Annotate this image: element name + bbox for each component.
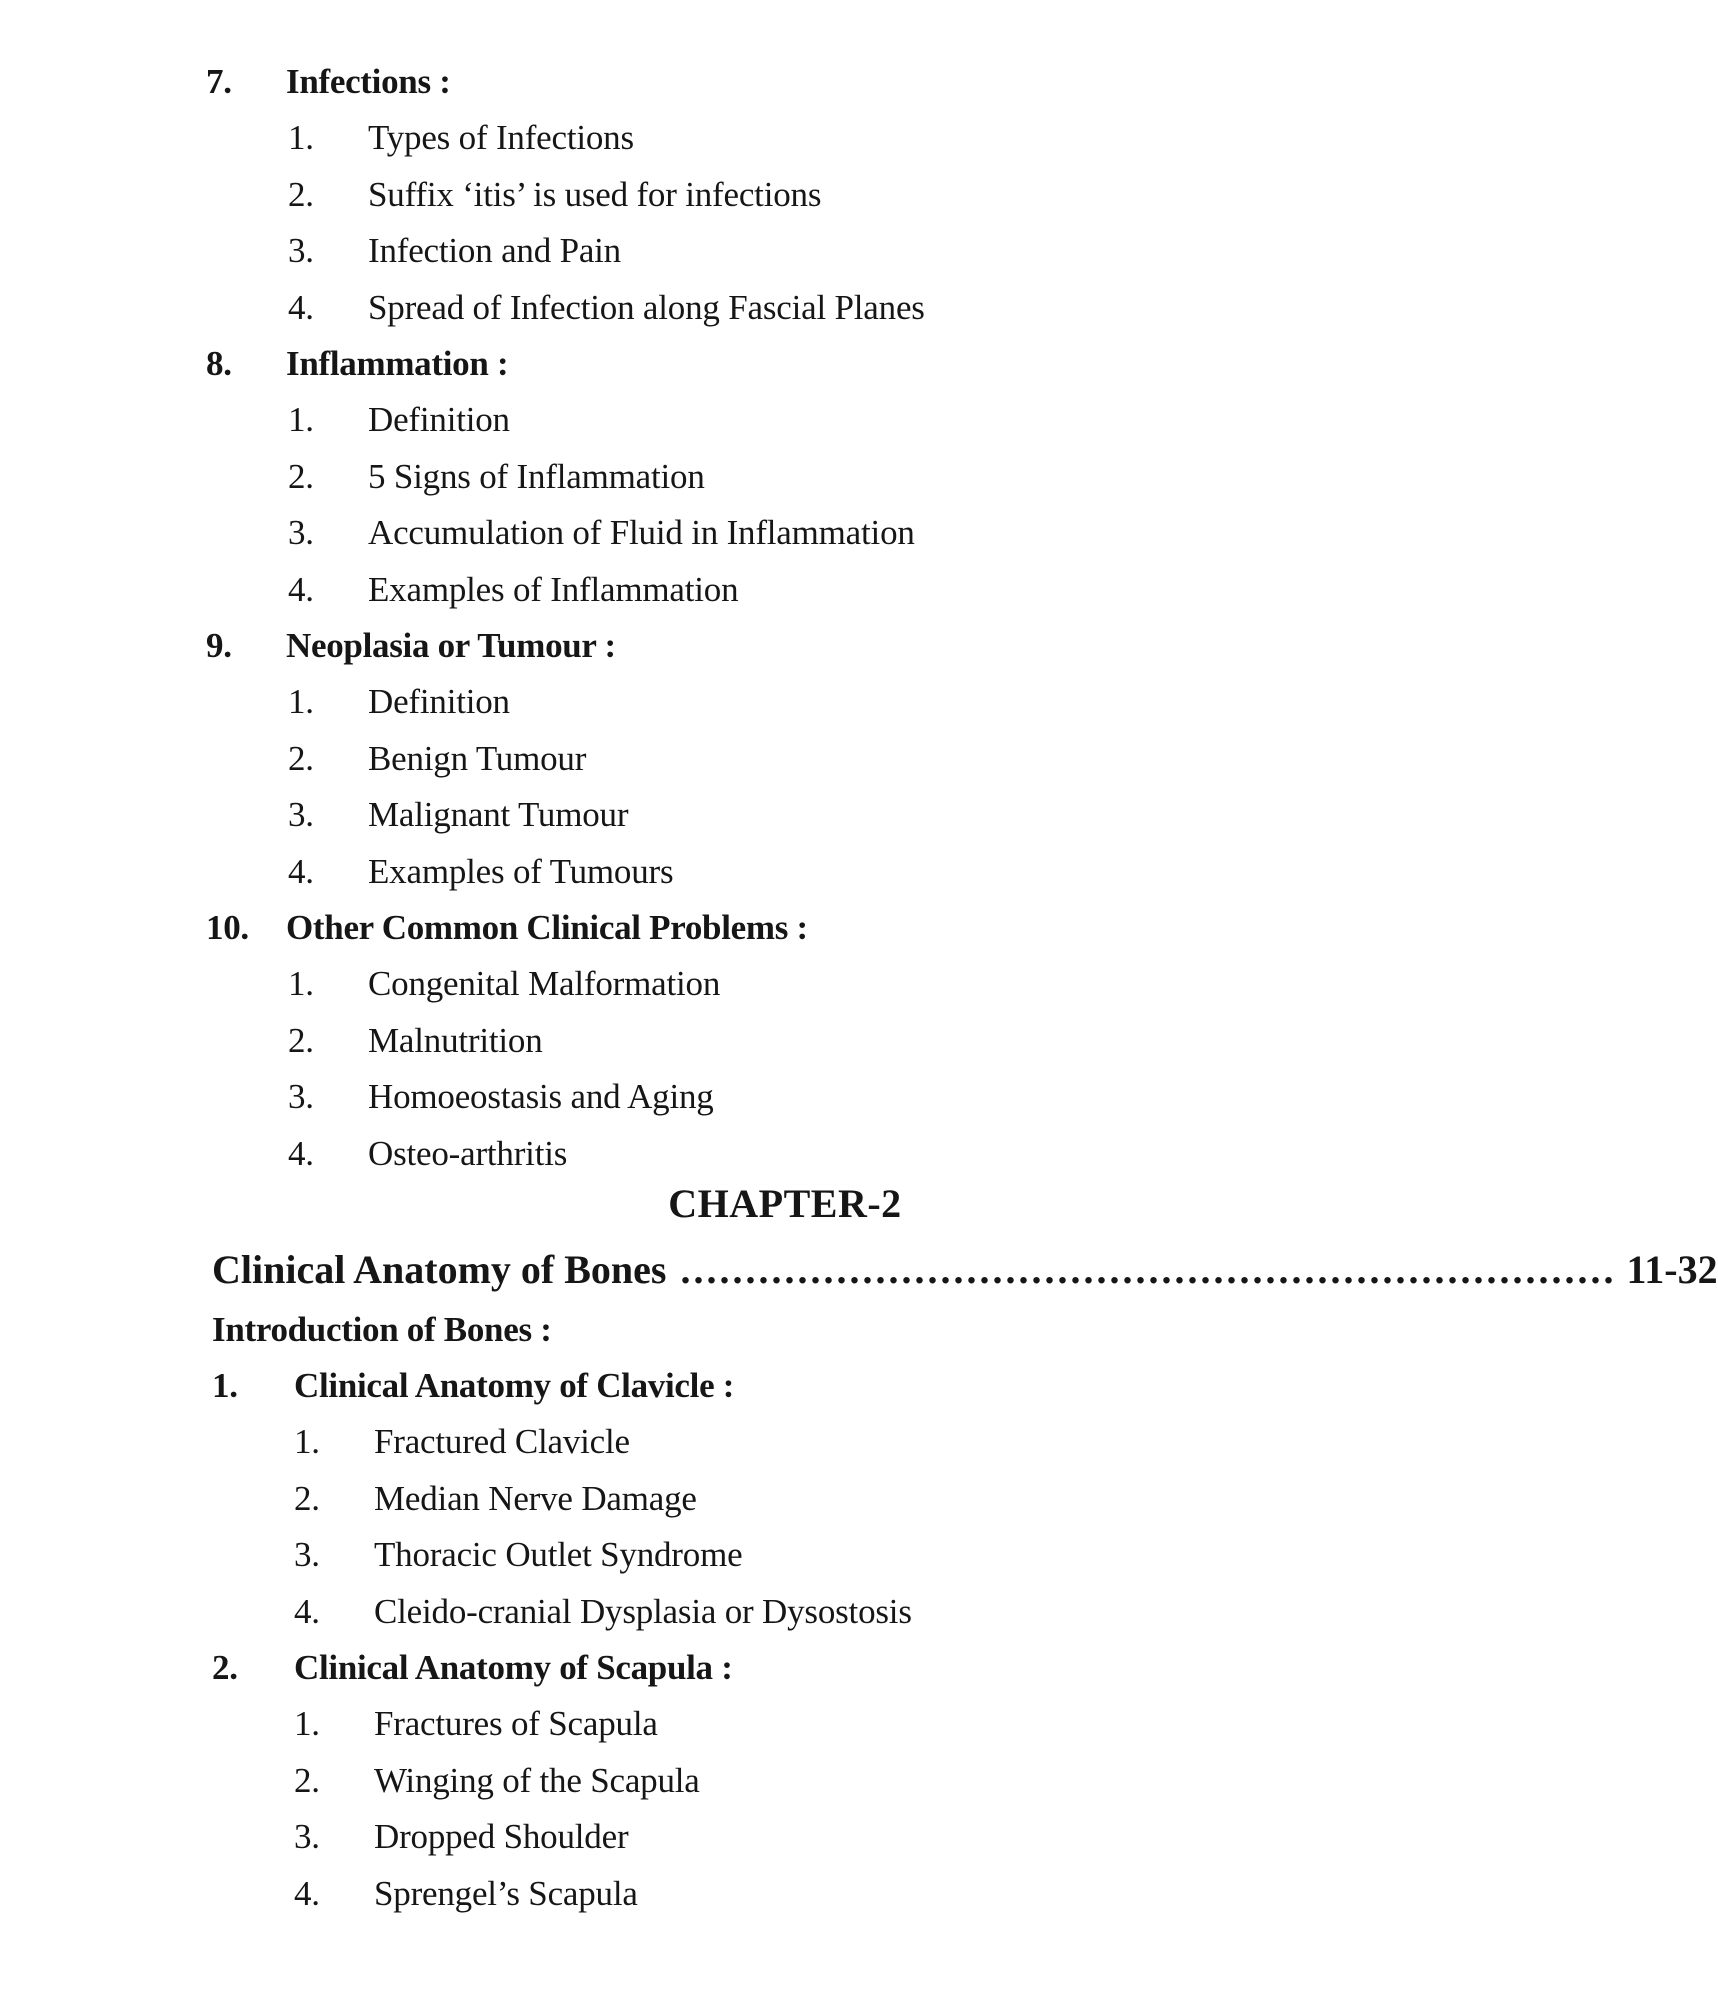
list-item (0, 1811, 1500, 1863)
list-item (0, 676, 1500, 728)
list-item-text: Osteo-arthritis (368, 1133, 568, 1173)
list-item (0, 1015, 1500, 1067)
list-item-number: 3. (294, 1817, 320, 1857)
list-item-number: 4. (294, 1873, 320, 1913)
list-item (0, 564, 1500, 616)
list-item (0, 1473, 1500, 1525)
list-item-text: Median Nerve Damage (374, 1478, 697, 1518)
list-item-number: 1. (294, 1704, 320, 1744)
list-item (0, 1416, 1500, 1468)
list-item-text: Malignant Tumour (368, 795, 629, 835)
list-item (0, 507, 1500, 559)
section-title: Neoplasia or Tumour : (286, 626, 616, 665)
section-title: Infections : (286, 62, 451, 101)
list-item-number: 1. (288, 400, 314, 440)
section-title: Other Common Clinical Problems : (286, 908, 808, 947)
list-item-text: 5 Signs of Inflammation (368, 456, 705, 496)
section-heading (0, 1642, 1500, 1694)
section-number: 8. (206, 344, 232, 383)
list-item-number: 4. (288, 1133, 314, 1173)
section-number: 7. (206, 62, 232, 101)
list-item-number: 2. (288, 174, 314, 214)
list-item-number: 1. (288, 118, 314, 158)
list-item-text: Congenital Malformation (368, 964, 721, 1004)
chapter-heading (212, 1240, 1718, 1300)
list-item (0, 169, 1500, 221)
list-item-text: Infection and Pain (368, 231, 621, 271)
list-item-number: 2. (288, 456, 314, 496)
list-item-number: 4. (288, 851, 314, 891)
list-item-number: 4. (294, 1591, 320, 1631)
section-title: Clinical Anatomy of Scapula : (294, 1648, 733, 1687)
section-heading (0, 1360, 1500, 1412)
list-item (0, 225, 1500, 277)
list-item (0, 789, 1500, 841)
section-number: 9. (206, 626, 232, 665)
section-heading (0, 338, 1500, 390)
intro-heading: Introduction of Bones : (212, 1310, 552, 1349)
chapter-page-range: 11-32 (1626, 1247, 1718, 1292)
list-item (0, 282, 1500, 334)
list-item (0, 1128, 1500, 1180)
list-item-number: 3. (288, 795, 314, 835)
section-number: 1. (212, 1366, 238, 1405)
list-item-text: Suffix ‘itis’ is used for infections (368, 174, 822, 214)
list-item (0, 1586, 1500, 1638)
list-item-number: 2. (294, 1760, 320, 1800)
list-item-text: Examples of Inflammation (368, 569, 739, 609)
list-item-number: 2. (288, 1020, 314, 1060)
list-item-number: 4. (288, 287, 314, 327)
list-item-number: 3. (288, 231, 314, 271)
list-item-text: Sprengel’s Scapula (374, 1873, 638, 1913)
list-item-text: Types of Infections (368, 118, 634, 158)
list-item (0, 958, 1500, 1010)
list-item-text: Spread of Infection along Fascial Planes (368, 287, 925, 327)
list-item-number: 3. (288, 1077, 314, 1117)
list-item-text: Dropped Shoulder (374, 1817, 629, 1857)
chapter-label: CHAPTER-2 (668, 1181, 902, 1226)
list-item-text: Benign Tumour (368, 738, 587, 778)
list-item-text: Accumulation of Fluid in Inflammation (368, 513, 915, 553)
list-item-number: 1. (288, 964, 314, 1004)
list-item (0, 1755, 1500, 1807)
section-heading (0, 56, 1500, 108)
list-item (0, 112, 1500, 164)
chapter-leader-dots: ........................................................................ (680, 1247, 1617, 1292)
list-item (0, 1698, 1500, 1750)
list-item-number: 4. (288, 569, 314, 609)
list-item (0, 451, 1500, 503)
list-item-text: Malnutrition (368, 1020, 543, 1060)
section-number: 2. (212, 1648, 238, 1687)
list-item-text: Definition (368, 400, 510, 440)
list-item (0, 733, 1500, 785)
section-title: Inflammation : (286, 344, 509, 383)
list-item-text: Winging of the Scapula (374, 1760, 700, 1800)
list-item-text: Examples of Tumours (368, 851, 674, 891)
list-item (0, 1868, 1500, 1920)
list-item (0, 1529, 1500, 1581)
list-item-text: Cleido-cranial Dysplasia or Dysostosis (374, 1591, 912, 1631)
list-item-number: 3. (294, 1535, 320, 1575)
list-item (0, 394, 1500, 446)
list-item-number: 2. (294, 1478, 320, 1518)
section-number: 10. (206, 908, 249, 947)
list-item-number: 3. (288, 513, 314, 553)
list-item (0, 1071, 1500, 1123)
section-heading (0, 620, 1500, 672)
section-title: Clinical Anatomy of Clavicle : (294, 1366, 735, 1405)
list-item-text: Definition (368, 682, 510, 722)
list-item-text: Fractured Clavicle (374, 1422, 630, 1462)
list-item-text: Thoracic Outlet Syndrome (374, 1535, 743, 1575)
list-item-number: 1. (288, 682, 314, 722)
list-item-number: 2. (288, 738, 314, 778)
section-heading (0, 902, 1500, 954)
list-item-text: Homoeostasis and Aging (368, 1077, 714, 1117)
list-item-number: 1. (294, 1422, 320, 1462)
list-item (0, 846, 1500, 898)
list-item-text: Fractures of Scapula (374, 1704, 658, 1744)
chapter-title: Clinical Anatomy of Bones (212, 1247, 667, 1292)
